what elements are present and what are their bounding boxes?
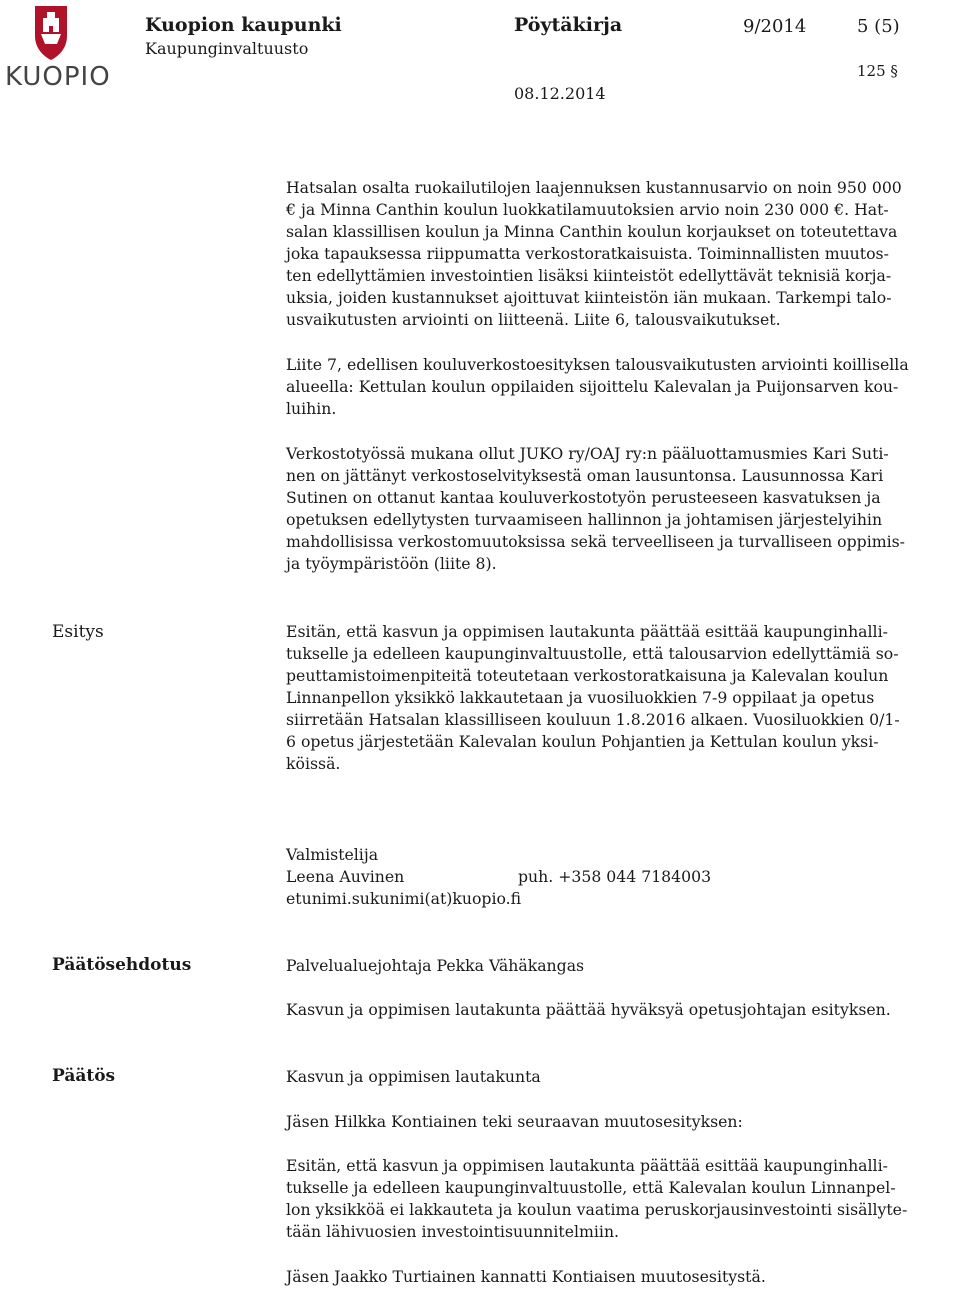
text-line: peuttamistoimenpiteitä toteutetaan verkostoratkaisuna ja Kalevalan koulun bbox=[286, 666, 889, 685]
text-line: luihin. bbox=[286, 399, 337, 418]
text-line: nen on jättänyt verkostoselvityksestä oman lausuntonsa. Lausunnossa Kari bbox=[286, 466, 884, 485]
text-line: Linnanpellon yksikkö lakkautetaan ja vuosiluokkien 7-9 oppilaat ja opetus bbox=[286, 688, 875, 707]
preparer-title: Valmistelija bbox=[286, 845, 379, 864]
text-line: tään lähivuosien investointisuunnitelmiin. bbox=[286, 1222, 620, 1241]
text-line: joka tapauksessa riippumatta verkostoratkaisuista. Toiminnallisten muutos- bbox=[286, 244, 889, 263]
text-line: 6 opetus järjestetään Kalevalan koulun Pohjantien ja Kettulan koulun yksi- bbox=[286, 732, 879, 751]
text-line: köissä. bbox=[286, 754, 341, 773]
text-line: opetuksen edellytysten turvaamiseen hallinnon ja johtamisen järjestelyihin bbox=[286, 510, 883, 529]
intro-paragraph-2 bbox=[286, 354, 954, 420]
proposal-by: Palvelualuejohtaja Pekka Vähäkangas bbox=[286, 956, 585, 975]
page-number: 5 (5) bbox=[857, 16, 900, 37]
intro-paragraph-3 bbox=[286, 443, 954, 575]
text-line: tukselle ja edelleen kaupunginvaltuustolle, että Kalevalan koulun Linnanpel- bbox=[286, 1178, 896, 1197]
decision-label: Päätös bbox=[52, 1066, 116, 1086]
text-line: Liite 7, edellisen kouluverkostoesityksen talousvaikutusten arviointi koillisella bbox=[286, 355, 909, 374]
intro-paragraph-1 bbox=[286, 177, 954, 331]
logo-wordmark: KUOPIO bbox=[5, 62, 111, 92]
meeting-date: 08.12.2014 bbox=[514, 84, 606, 103]
proposal-label: Päätösehdotus bbox=[52, 955, 192, 975]
text-line: Esitän, että kasvun ja oppimisen lautakunta päättää esittää kaupunginhalli- bbox=[286, 1156, 888, 1175]
decision-body: Kasvun ja oppimisen lautakunta bbox=[286, 1067, 541, 1086]
preparer-name: Leena Auvinen bbox=[286, 867, 405, 886]
preparer-phone: puh. +358 044 7184003 bbox=[518, 867, 712, 886]
document-type: Pöytäkirja bbox=[514, 14, 623, 36]
text-line: Sutinen on ottanut kantaa kouluverkostotyön perusteeseen kasvatuksen ja bbox=[286, 488, 881, 507]
esitys-text bbox=[286, 621, 954, 775]
text-line: Esitän, että kasvun ja oppimisen lautakunta päättää esittää kaupunginhalli- bbox=[286, 622, 888, 641]
text-line: Verkostotyössä mukana ollut JUKO ry/OAJ ry:n pääluottamusmies Kari Suti- bbox=[286, 444, 889, 463]
council-name: Kaupunginvaltuusto bbox=[145, 39, 309, 58]
text-line: ten edellyttämien investointien lisäksi kiinteistöt edellyttävät teknisiä korja- bbox=[286, 266, 892, 285]
decision-member2: Jäsen Jaakko Turtiainen kannatti Kontiaisen muutosesitystä. bbox=[286, 1267, 766, 1286]
text-line: mahdollisissa verkostomuutoksissa sekä terveelliseen ja turvalliseen oppimis- bbox=[286, 532, 905, 551]
preparer-contact bbox=[286, 866, 954, 888]
decision-member1: Jäsen Hilkka Kontiainen teki seuraavan muutosesityksen: bbox=[286, 1112, 743, 1131]
text-line: siirretään Hatsalan klassilliseen kouluun 1.8.2016 alkaen. Vuosiluokkien 0/1- bbox=[286, 710, 900, 729]
proposal-text: Kasvun ja oppimisen lautakunta päättää hyväksyä opetusjohtajan esityksen. bbox=[286, 1000, 891, 1019]
decision-alternative bbox=[286, 1155, 954, 1243]
text-line: uksia, joiden kustannukset ajoittuvat kiinteistön iän mukaan. Tarkempi talo- bbox=[286, 288, 892, 307]
preparer-block bbox=[286, 844, 954, 910]
organization-name: Kuopion kaupunki bbox=[145, 14, 342, 36]
text-line: ja työympäristöön (liite 8). bbox=[286, 554, 497, 573]
kuopio-logo bbox=[5, 4, 111, 96]
section-number: 125 § bbox=[857, 62, 898, 80]
text-line: € ja Minna Canthin koulun luokkatilamuutoksien arvio noin 230 000 €. Hat- bbox=[286, 200, 889, 219]
text-line: Hatsalan osalta ruokailutilojen laajennuksen kustannusarvio on noin 950 000 bbox=[286, 178, 902, 197]
text-line: alueella: Kettulan koulun oppilaiden sijoittelu Kalevalan ja Puijonsarven kou- bbox=[286, 377, 899, 396]
preparer-email: etunimi.sukunimi(at)kuopio.fi bbox=[286, 889, 522, 908]
text-line: salan klassillisen koulun ja Minna Canthin koulun korjaukset on toteutettava bbox=[286, 222, 898, 241]
text-line: usvaikutusten arviointi on liitteenä. Liite 6, talousvaikutukset. bbox=[286, 310, 781, 329]
text-line: tukselle ja edelleen kaupunginvaltuustolle, että talousarvion edellyttämiä so- bbox=[286, 644, 899, 663]
document-number: 9/2014 bbox=[743, 16, 807, 37]
text-line: lon yksikköä ei lakkauteta ja koulun vaatima peruskorjausinvestointi sisällyte- bbox=[286, 1200, 908, 1219]
esitys-label: Esitys bbox=[52, 622, 104, 642]
